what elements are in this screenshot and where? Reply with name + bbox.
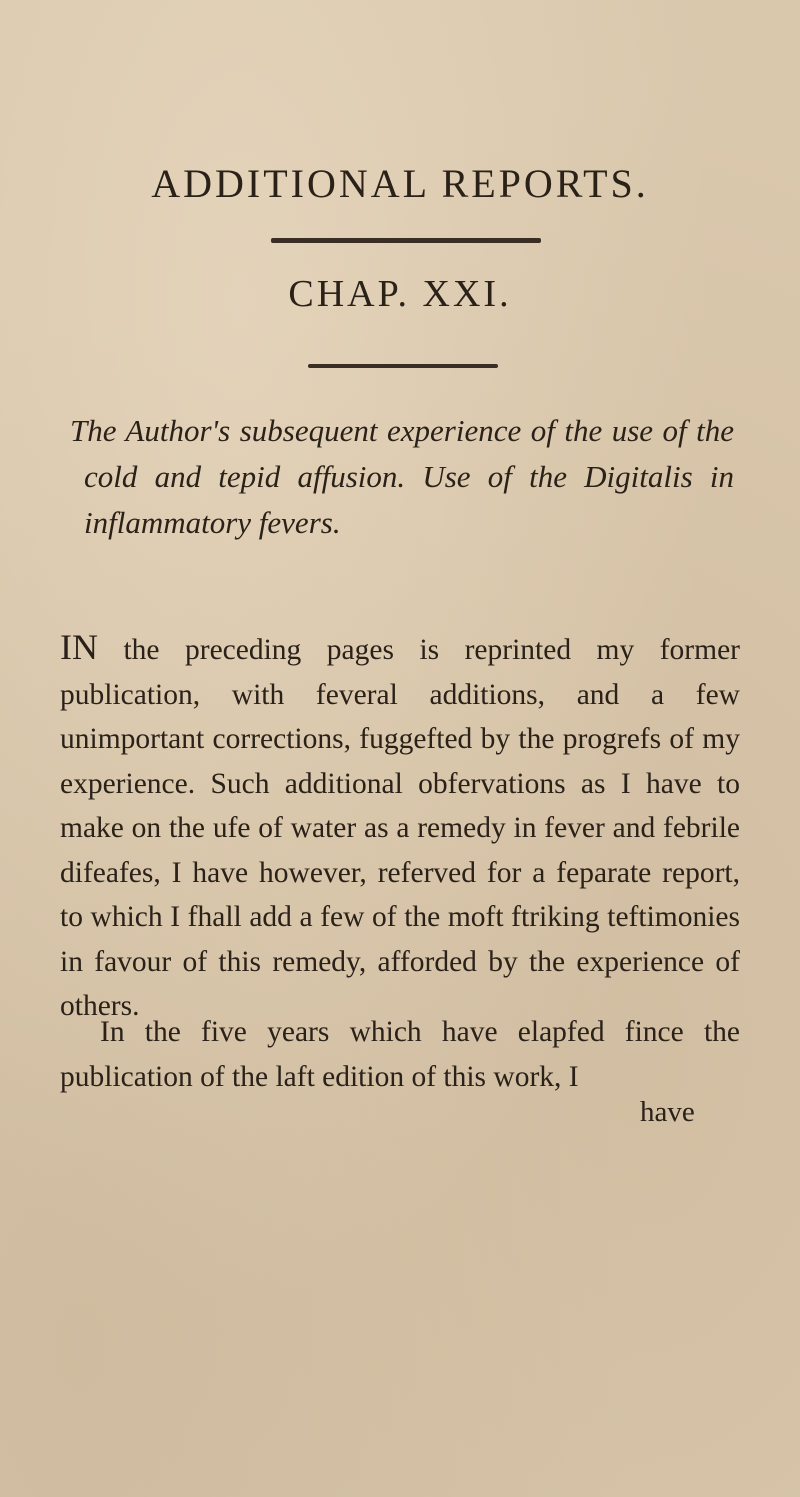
ornamental-rule-top bbox=[271, 238, 541, 243]
paragraph-2: In the five years which have elapfed fince the publication of the laft edition of this work, I bbox=[60, 1016, 740, 1093]
paragraph-1-text: the preceding pages is reprinted my former publication, with feveral additions, and a few unimportant corrections, fuggefted by the progrefs of my experience. Such additional obfervations as I have to make on the ufe of water as a remedy in fever and febrile difeafes, I have however, referved for a feparate report, to which I fhall add a few of the moft ftriking teftimonies in favour of this remedy, afforded by the experience of others. bbox=[60, 634, 740, 1022]
chapter-title: CHAP. XXI. bbox=[288, 273, 512, 315]
paragraph-1-lead: IN bbox=[60, 627, 98, 667]
ornamental-rule-bottom bbox=[308, 364, 498, 368]
chapter-summary: The Author's subsequent experience of the use of the cold and tepid affusion. Use of the Digitalis in inflammatory fevers. bbox=[70, 413, 734, 540]
paragraph-1 bbox=[60, 625, 740, 1029]
running-heading: ADDITIONAL REPORTS. bbox=[151, 161, 649, 206]
catchword: have bbox=[640, 1096, 695, 1128]
